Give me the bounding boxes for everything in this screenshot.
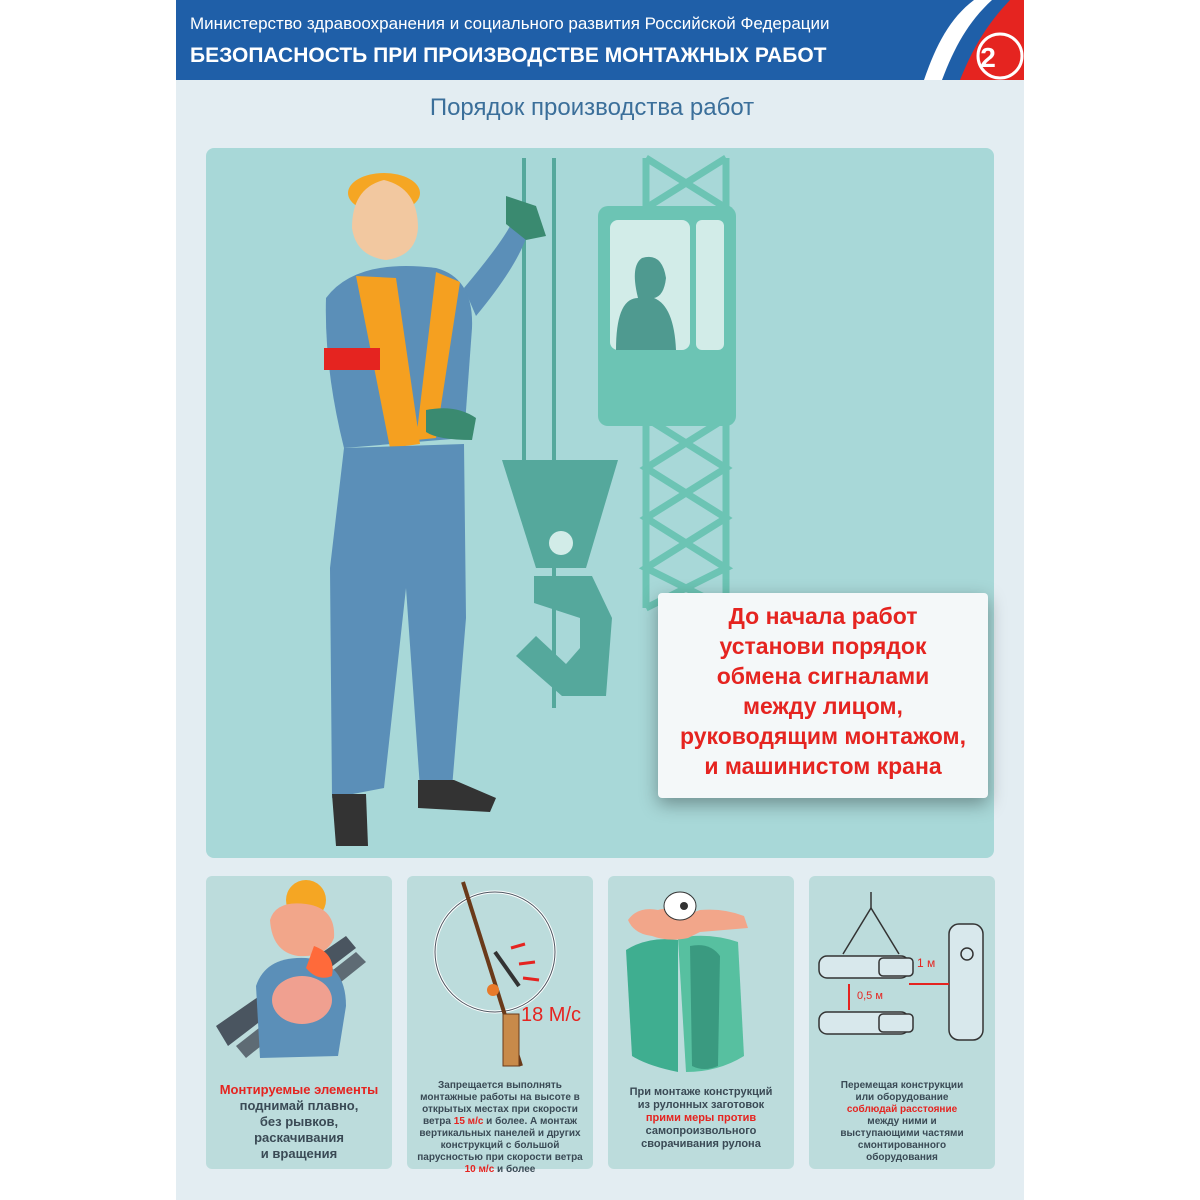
russian-flag-icon [864, 0, 1024, 80]
safety-callout [658, 593, 988, 798]
panel-4-caption-red: соблюдай расстояние [846, 1104, 958, 1115]
equipment-clearance-diagram [809, 876, 995, 1076]
worker-figure [324, 173, 546, 846]
poster-number: 2 [980, 42, 996, 73]
panel-2-speed-10: 10 м/с [464, 1164, 495, 1175]
panel-1-caption-red: Монтируемые элементы [219, 1082, 379, 1097]
panel-wind [407, 876, 593, 1175]
header-bar [176, 0, 1024, 80]
worker-carrying-beam-illustration [206, 876, 392, 1076]
distance-1m-label: 1 м [917, 956, 936, 970]
panel-4-caption-end: между ними и выступающими частями смонтированного оборудования [840, 1116, 964, 1163]
poster [176, 0, 1024, 1200]
callout-text: До начала работ установи порядок обмена сигналами между лицом, руководящим монтажом, и машинистом крана [680, 603, 966, 779]
section-subtitle: Порядок производства работ [429, 94, 755, 121]
panel-2-speed-15: 15 м/с [453, 1116, 484, 1127]
panel-1-caption [210, 1082, 388, 1162]
panel-3-caption-text: При монтаже конструкций из рулонных заготовок [629, 1086, 773, 1111]
wind-speed-label: 18 М/с [521, 1004, 582, 1026]
page-title: БЕЗОПАСНОСТЬ ПРИ ПРОИЗВОДСТВЕ МОНТАЖНЫХ РАБОТ [190, 44, 827, 67]
panel-3-caption-red: прими меры против [645, 1112, 757, 1124]
panel-4-caption-text: Перемещая конструкции или оборудование [840, 1080, 964, 1103]
ministry-name: Министерство здравоохранения и социального развития Российской Федерации [190, 14, 830, 33]
panel-2-caption-part: Запрещается выполнять монтажные работы на высоте в открытых местах при скорости ветра [420, 1080, 580, 1127]
man-with-rolled-sheet-illustration [608, 876, 794, 1076]
anemometer-illustration [407, 876, 593, 1076]
panel-3-caption-end: самопроизвольного сворачивания рулона [641, 1125, 761, 1150]
panel-roll [608, 876, 794, 1169]
panel-lifting [206, 876, 392, 1169]
panel-4-caption [813, 1080, 991, 1164]
main-illustration [206, 148, 994, 858]
panel-1-caption-text: поднимай плавно, без рывков, раскачивания и вращения [239, 1098, 359, 1161]
panel-3-caption [612, 1086, 790, 1151]
distance-05m-label: 0,5 м [857, 990, 883, 1002]
panel-2-caption [411, 1080, 589, 1176]
panel-2-caption-part: и более. А монтаж вертикальных панелей и других конструкций с большой парусностью при скорости ветра [417, 1116, 583, 1163]
panel-2-caption-part: и более [494, 1164, 536, 1175]
panel-distance [809, 876, 995, 1169]
